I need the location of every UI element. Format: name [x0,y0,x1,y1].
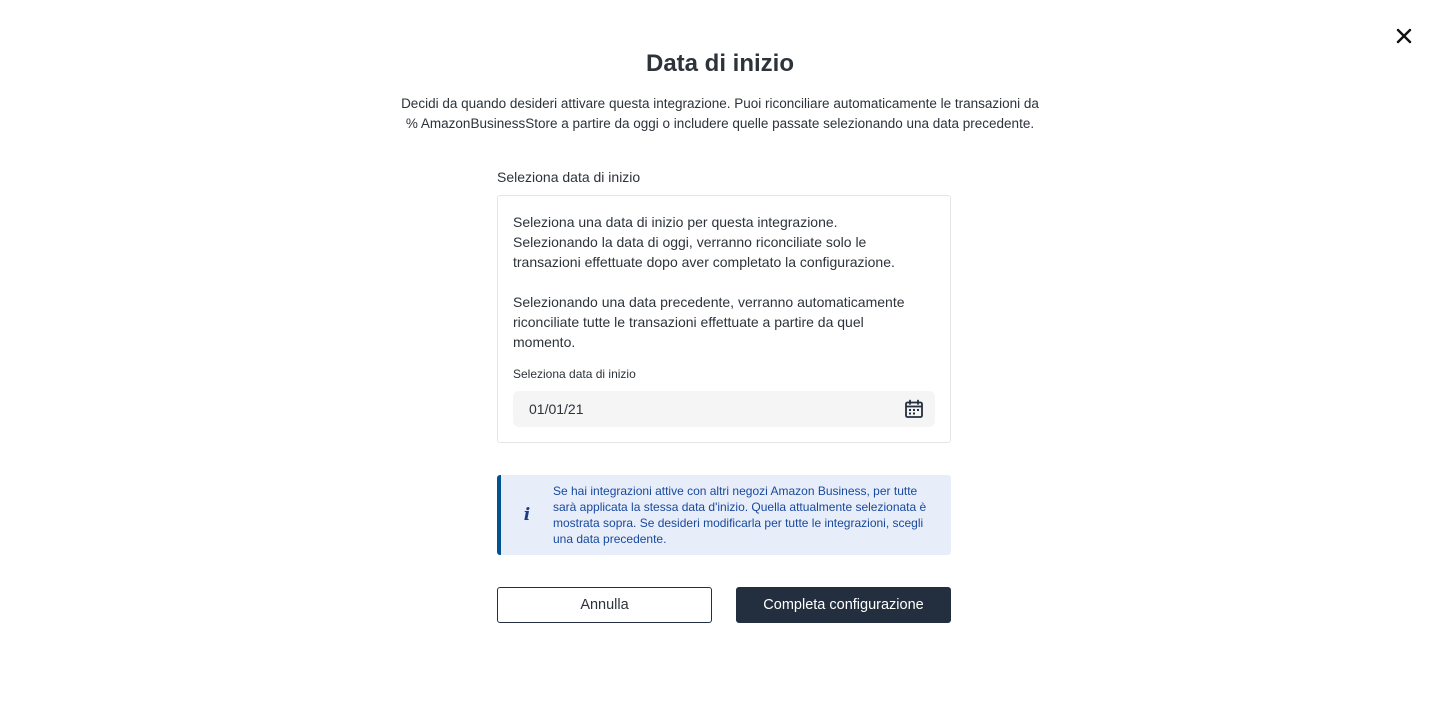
page-title: Data di inizio [645,50,794,77]
date-field-label: Seleziona data di inizio [513,367,636,381]
description-line-1: Decidi da quando desideri attivare questa integrazione. Puoi riconciliare automaticamente le transazioni da [401,96,1039,111]
description-line-2: % AmazonBusinessStore a partire da oggi o includere quelle passate selezionando una data precedente. [405,116,1035,131]
card-paragraph-1: Seleziona una data di inizio per questa integrazione. Selezionando la data di oggi, verranno riconciliate solo le transazioni effettuate dopo aver completato la configurazione. [513,214,895,270]
cancel-button[interactable]: Annulla [497,587,712,623]
calendar-icon[interactable] [903,398,925,420]
info-text: Se hai integrazioni attive con altri negozi Amazon Business, per tutte sarà applicata la stessa data d'inizio. Quella attualmente selezionata è mostrata sopra. Se desideri modificarla per tutte le integrazioni, scegli una data precedente. [553,484,927,546]
complete-setup-button[interactable]: Completa configurazione [736,587,951,623]
start-date-card [497,195,951,443]
info-icon: i [523,505,531,525]
dialog-description [380,94,1060,134]
close-button[interactable] [1392,24,1416,48]
section-label: Seleziona data di inizio [497,169,641,185]
close-icon [1396,28,1412,44]
card-paragraph-2: Selezionando una data precedente, verranno automaticamente riconciliate tutte le transazioni effettuate a partire da quel momento. [513,294,905,350]
start-date-input[interactable] [529,401,869,417]
info-banner [497,475,951,555]
date-field[interactable] [513,391,935,427]
